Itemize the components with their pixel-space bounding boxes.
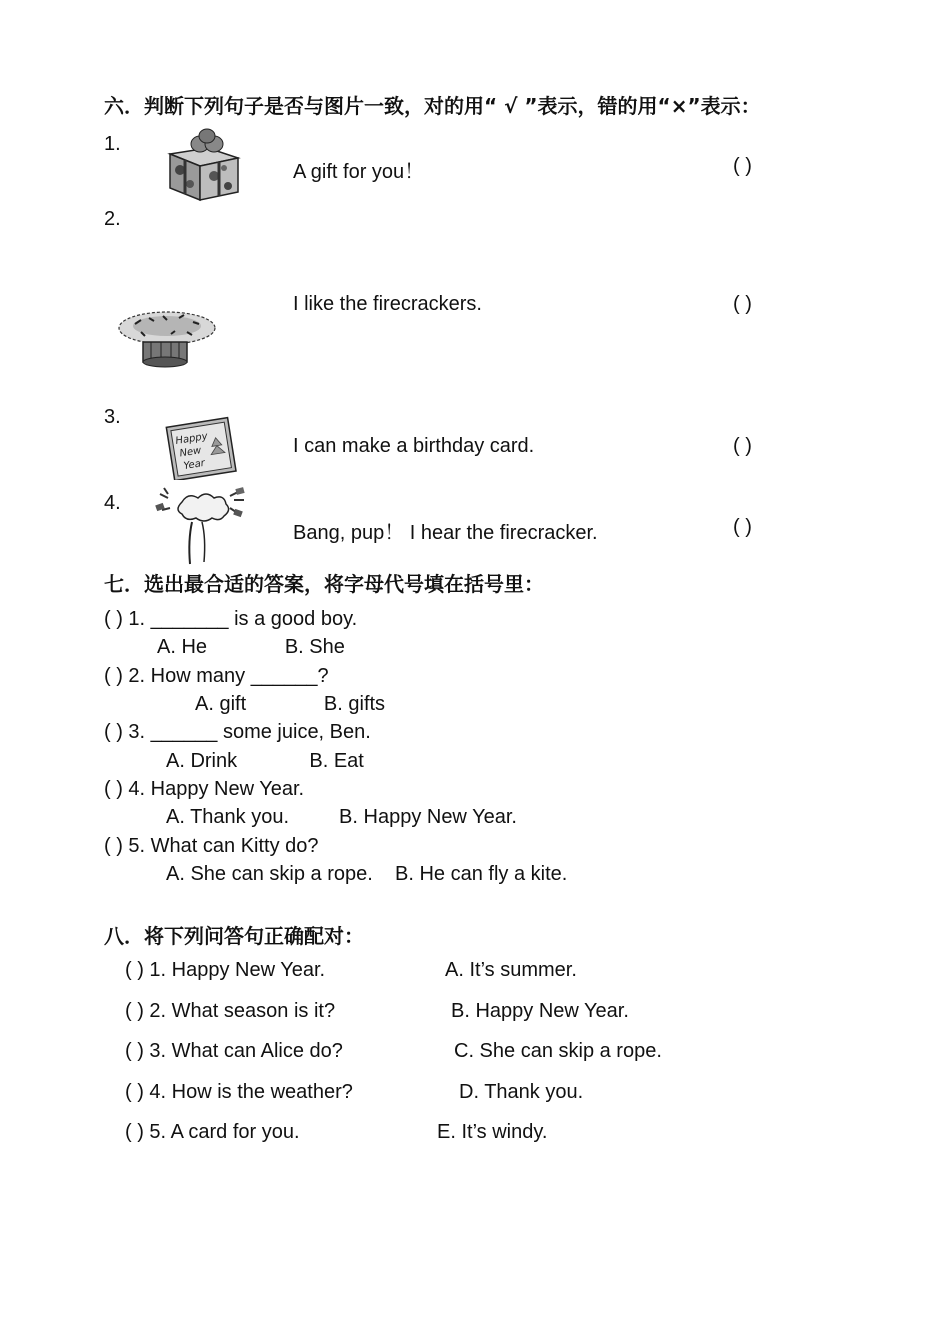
- item4-number: 4.: [104, 492, 121, 514]
- match-right-e: E. It’s windy.: [437, 1121, 548, 1143]
- item4-answer-blank[interactable]: ( ): [733, 516, 752, 538]
- card-text-happy: Happy: [174, 431, 209, 447]
- item4-sentence: Bang, pup！ I hear the firecracker.: [293, 522, 598, 544]
- item3-answer-blank[interactable]: ( ): [733, 435, 752, 457]
- match-right-a: A. It’s summer.: [445, 959, 577, 981]
- item3-number: 3.: [104, 406, 121, 428]
- match-left-1[interactable]: ( ) 1. Happy New Year.: [125, 959, 326, 981]
- item1-answer-blank[interactable]: ( ): [733, 155, 752, 177]
- item2-answer-blank[interactable]: ( ): [733, 293, 752, 315]
- item2-sentence: I like the firecrackers.: [293, 293, 482, 315]
- match-right-c: C. She can skip a rope.: [454, 1040, 662, 1062]
- match-left-4[interactable]: ( ) 4. How is the weather?: [125, 1081, 353, 1103]
- new-year-card-icon: [160, 416, 244, 480]
- gift-box-icon: [164, 128, 242, 204]
- question-3[interactable]: ( ) 3. ______ some juice, Ben.: [104, 721, 371, 743]
- item2-number: 2.: [104, 208, 121, 230]
- card-text-year: Year: [182, 457, 206, 473]
- card-text-new: New: [178, 445, 203, 460]
- question-1-options: A. He B. She: [157, 636, 345, 658]
- item3-sentence: I can make a birthday card.: [293, 435, 535, 457]
- section6-heading: 六．判断下列句子是否与图片一致，对的用“ √ ”表示，错的用“×”表示：: [104, 94, 761, 118]
- match-left-5[interactable]: ( ) 5. A card for you.: [125, 1121, 300, 1143]
- question-2[interactable]: ( ) 2. How many ______?: [104, 665, 329, 687]
- question-3-options: A. Drink B. Eat: [166, 750, 364, 772]
- match-left-3[interactable]: ( ) 3. What can Alice do?: [125, 1040, 343, 1062]
- section8-heading: 八．将下列问答句正确配对：: [104, 924, 364, 948]
- question-1[interactable]: ( ) 1. _______ is a good boy.: [104, 608, 358, 630]
- firecrackers-icon: [115, 304, 219, 372]
- question-4-options: A. Thank you. B. Happy New Year.: [166, 806, 517, 828]
- question-2-options: A. gift B. gifts: [195, 693, 386, 715]
- match-left-2[interactable]: ( ) 2. What season is it?: [125, 1000, 336, 1022]
- question-5-options: A. She can skip a rope. B. He can fly a kite.: [166, 863, 568, 885]
- question-4[interactable]: ( ) 4. Happy New Year.: [104, 778, 305, 800]
- firecracker-burst-icon: [154, 486, 250, 568]
- question-5[interactable]: ( ) 5. What can Kitty do?: [104, 835, 319, 857]
- match-right-d: D. Thank you.: [459, 1081, 584, 1103]
- match-right-b: B. Happy New Year.: [451, 1000, 629, 1022]
- item1-sentence: A gift for you！: [293, 161, 425, 183]
- item1-number: 1.: [104, 133, 121, 155]
- section7-heading: 七．选出最合适的答案，将字母代号填在括号里：: [104, 572, 544, 596]
